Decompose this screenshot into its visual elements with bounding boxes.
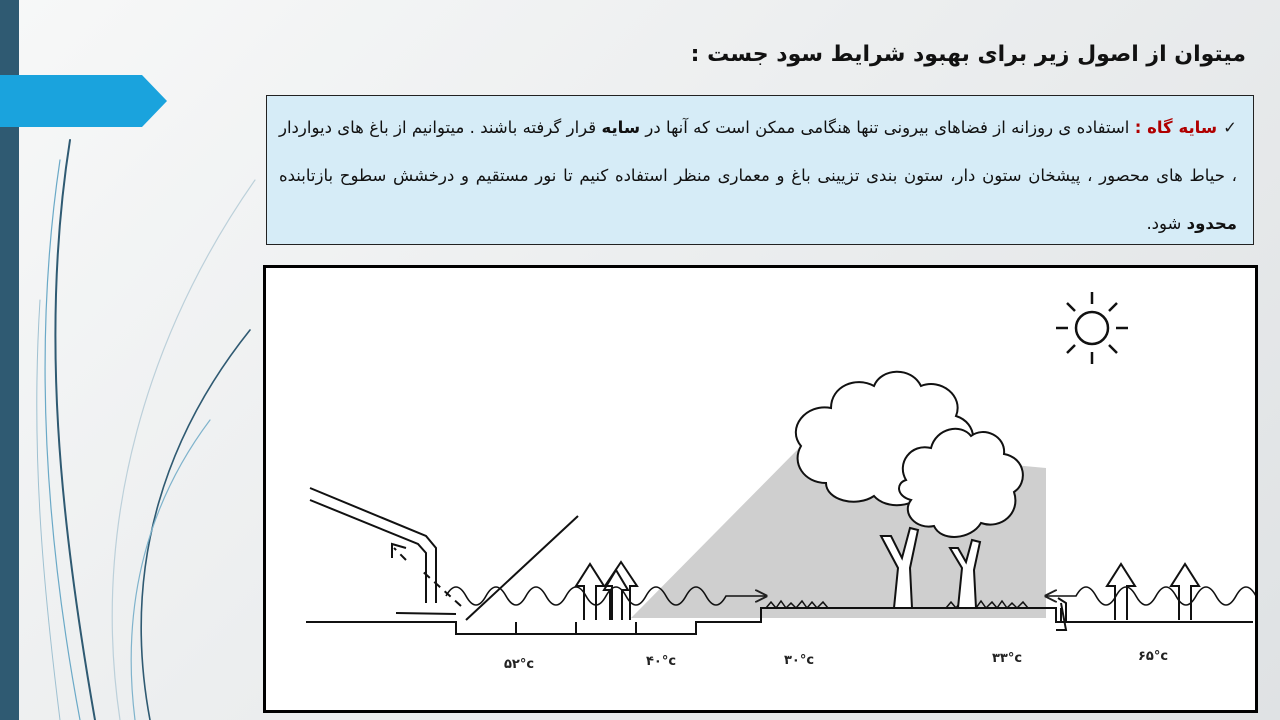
- paragraph-part-2: قرار گرفته باشند . میتوانیم از باغ های دیواردار ، حیاط های محصور ، پیشخان ستون دار، ستون بندی تزیینی باغ و معماری منظر استفاده کنیم تا نور مستقیم و درخشش سطوح بازتابنده: [279, 118, 1237, 185]
- shade-diagram: [263, 265, 1258, 713]
- sun-ray-line: [466, 516, 578, 620]
- check-mark-icon: ✓: [1223, 118, 1237, 137]
- heat-wave-line-right: [1046, 587, 1255, 605]
- decorative-curves: [37, 140, 255, 720]
- sun-icon: [1056, 292, 1128, 364]
- keyword-shade-place: سایه گاه :: [1134, 118, 1218, 137]
- bold-word-limited: محدود: [1186, 214, 1237, 233]
- bold-word-shade: سایه: [601, 118, 641, 137]
- shade-principle-textbox: [266, 95, 1254, 245]
- temp-label-2: ۴۰°c: [646, 654, 677, 669]
- slide-title: میتوان از اصول زیر برای بهبود شرایط سود جست :: [690, 42, 1246, 67]
- decorative-left-band: [0, 0, 300, 720]
- reflected-arrow-head: [392, 544, 406, 558]
- temp-label-4: ۳۳°c: [992, 651, 1023, 666]
- accent-arrow-shape: [0, 75, 167, 127]
- temp-label-5: ۶۵°c: [1138, 649, 1169, 664]
- reflected-light-dashes: [394, 548, 461, 606]
- paragraph-part-3: شود.: [1146, 214, 1187, 233]
- temp-label-1: ۵۲°c: [504, 657, 535, 672]
- temp-label-3: ۳۰°c: [784, 653, 815, 668]
- paragraph-part-1: استفاده ی روزانه از فضاهای بیرونی تنها هنگامی ممکن است که آنها در: [640, 118, 1135, 137]
- building-icon: [310, 488, 456, 614]
